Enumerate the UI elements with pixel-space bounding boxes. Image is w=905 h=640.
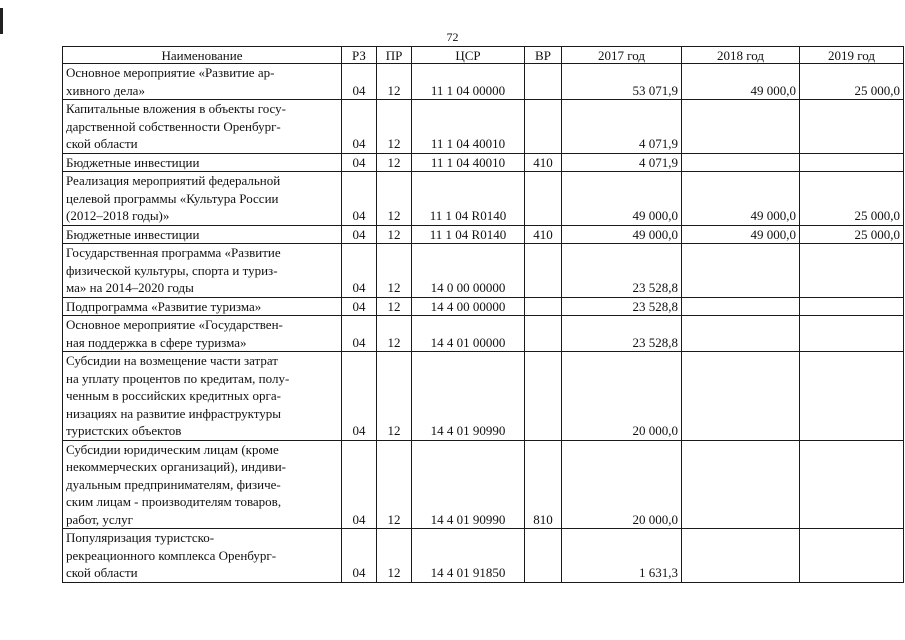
cell-vr: 410 (525, 225, 562, 244)
cell-rz: 04 (342, 316, 377, 352)
table-row (63, 64, 904, 100)
cell-rz: 04 (342, 352, 377, 441)
cell-vr (525, 64, 562, 100)
cell-2018 (682, 316, 800, 352)
cell-2019 (800, 352, 904, 441)
cell-name: Реализация мероприятий федеральной целевой программы «Культура России (2012–2018 годы)» (63, 172, 342, 226)
header-csr: ЦСР (412, 47, 525, 64)
cell-2017: 23 528,8 (562, 316, 682, 352)
cell-rz: 04 (342, 64, 377, 100)
cell-2019: 25 000,0 (800, 225, 904, 244)
cell-name: Капитальные вложения в объекты госу- дарственной собственности Оренбург- ской области (63, 100, 342, 154)
cell-2018: 49 000,0 (682, 225, 800, 244)
header-row (63, 47, 904, 64)
cell-csr: 14 4 01 00000 (412, 316, 525, 352)
cell-pr: 12 (377, 244, 412, 298)
cell-2019: 25 000,0 (800, 64, 904, 100)
cell-pr: 12 (377, 529, 412, 583)
cell-csr: 14 4 00 00000 (412, 297, 525, 316)
table-row (63, 225, 904, 244)
cell-2017: 4 071,9 (562, 100, 682, 154)
table-row (63, 244, 904, 298)
cell-vr (525, 352, 562, 441)
cell-name: Подпрограмма «Развитие туризма» (63, 297, 342, 316)
cell-pr: 12 (377, 316, 412, 352)
cell-2017: 20 000,0 (562, 440, 682, 529)
cell-2018 (682, 440, 800, 529)
cell-rz: 04 (342, 440, 377, 529)
cell-vr (525, 297, 562, 316)
cell-name: Государственная программа «Развитие физической культуры, спорта и туриз- ма» на 2014–2020 годы (63, 244, 342, 298)
table-row (63, 172, 904, 226)
cell-vr (525, 100, 562, 154)
cell-vr (525, 529, 562, 583)
cell-vr (525, 316, 562, 352)
cell-2017: 4 071,9 (562, 153, 682, 172)
cell-2018: 49 000,0 (682, 64, 800, 100)
cell-2019 (800, 100, 904, 154)
cell-pr: 12 (377, 172, 412, 226)
cell-2017: 53 071,9 (562, 64, 682, 100)
cell-name: Бюджетные инвестиции (63, 153, 342, 172)
cell-vr: 410 (525, 153, 562, 172)
cell-rz: 04 (342, 244, 377, 298)
cell-pr: 12 (377, 153, 412, 172)
table-row (63, 316, 904, 352)
cell-csr: 14 0 00 00000 (412, 244, 525, 298)
cell-2017: 49 000,0 (562, 172, 682, 226)
cell-rz: 04 (342, 153, 377, 172)
cell-rz: 04 (342, 297, 377, 316)
cell-pr: 12 (377, 440, 412, 529)
header-vr: ВР (525, 47, 562, 64)
header-2019: 2019 год (800, 47, 904, 64)
cell-2019 (800, 529, 904, 583)
cell-name: Субсидии юридическим лицам (кроме некоммерческих организаций), индиви- дуальным предпринимателям, физиче- ским лицам - производителям товаров, работ, услуг (63, 440, 342, 529)
cell-2019 (800, 244, 904, 298)
table-row (63, 352, 904, 441)
cell-rz: 04 (342, 225, 377, 244)
cell-pr: 12 (377, 352, 412, 441)
cell-pr: 12 (377, 225, 412, 244)
cell-pr: 12 (377, 100, 412, 154)
cell-name: Бюджетные инвестиции (63, 225, 342, 244)
table-row (63, 100, 904, 154)
budget-table (62, 46, 904, 583)
cell-2017: 20 000,0 (562, 352, 682, 441)
header-2017: 2017 год (562, 47, 682, 64)
cell-csr: 11 1 04 R0140 (412, 172, 525, 226)
cell-csr: 11 1 04 00000 (412, 64, 525, 100)
cell-csr: 11 1 04 R0140 (412, 225, 525, 244)
table-row (63, 153, 904, 172)
cell-2019 (800, 316, 904, 352)
page-number: 72 (446, 30, 459, 44)
cell-2019 (800, 440, 904, 529)
cell-2017: 23 528,8 (562, 297, 682, 316)
cell-csr: 11 1 04 40010 (412, 153, 525, 172)
cell-pr: 12 (377, 64, 412, 100)
cell-name: Популяризация туристско- рекреационного комплекса Оренбург- ской области (63, 529, 342, 583)
table-row (63, 440, 904, 529)
header-rz: РЗ (342, 47, 377, 64)
cell-2017: 23 528,8 (562, 244, 682, 298)
cell-csr: 14 4 01 90990 (412, 352, 525, 441)
table-row (63, 529, 904, 583)
cell-2018 (682, 153, 800, 172)
table-row (63, 297, 904, 316)
cell-2017: 49 000,0 (562, 225, 682, 244)
cell-name: Основное мероприятие «Государствен- ная поддержка в сфере туризма» (63, 316, 342, 352)
cell-2019: 25 000,0 (800, 172, 904, 226)
cell-2019 (800, 153, 904, 172)
cell-rz: 04 (342, 529, 377, 583)
cell-2017: 1 631,3 (562, 529, 682, 583)
cell-2018 (682, 244, 800, 298)
cell-vr (525, 172, 562, 226)
cell-2018 (682, 529, 800, 583)
cell-2019 (800, 297, 904, 316)
header-name: Наименование (63, 47, 342, 64)
header-pr: ПР (377, 47, 412, 64)
cell-csr: 14 4 01 91850 (412, 529, 525, 583)
cell-2018 (682, 297, 800, 316)
cell-vr (525, 244, 562, 298)
cell-rz: 04 (342, 172, 377, 226)
cell-vr: 810 (525, 440, 562, 529)
cell-rz: 04 (342, 100, 377, 154)
cell-name: Субсидии на возмещение части затрат на уплату процентов по кредитам, полу- ченным в российских кредитных орга- низациях на развитие инфраструктуры туристских объектов (63, 352, 342, 441)
cell-2018 (682, 352, 800, 441)
cell-2018 (682, 100, 800, 154)
cell-csr: 11 1 04 40010 (412, 100, 525, 154)
cell-csr: 14 4 01 90990 (412, 440, 525, 529)
header-2018: 2018 год (682, 47, 800, 64)
cell-name: Основное мероприятие «Развитие ар- хивного дела» (63, 64, 342, 100)
cell-pr: 12 (377, 297, 412, 316)
cell-2018: 49 000,0 (682, 172, 800, 226)
